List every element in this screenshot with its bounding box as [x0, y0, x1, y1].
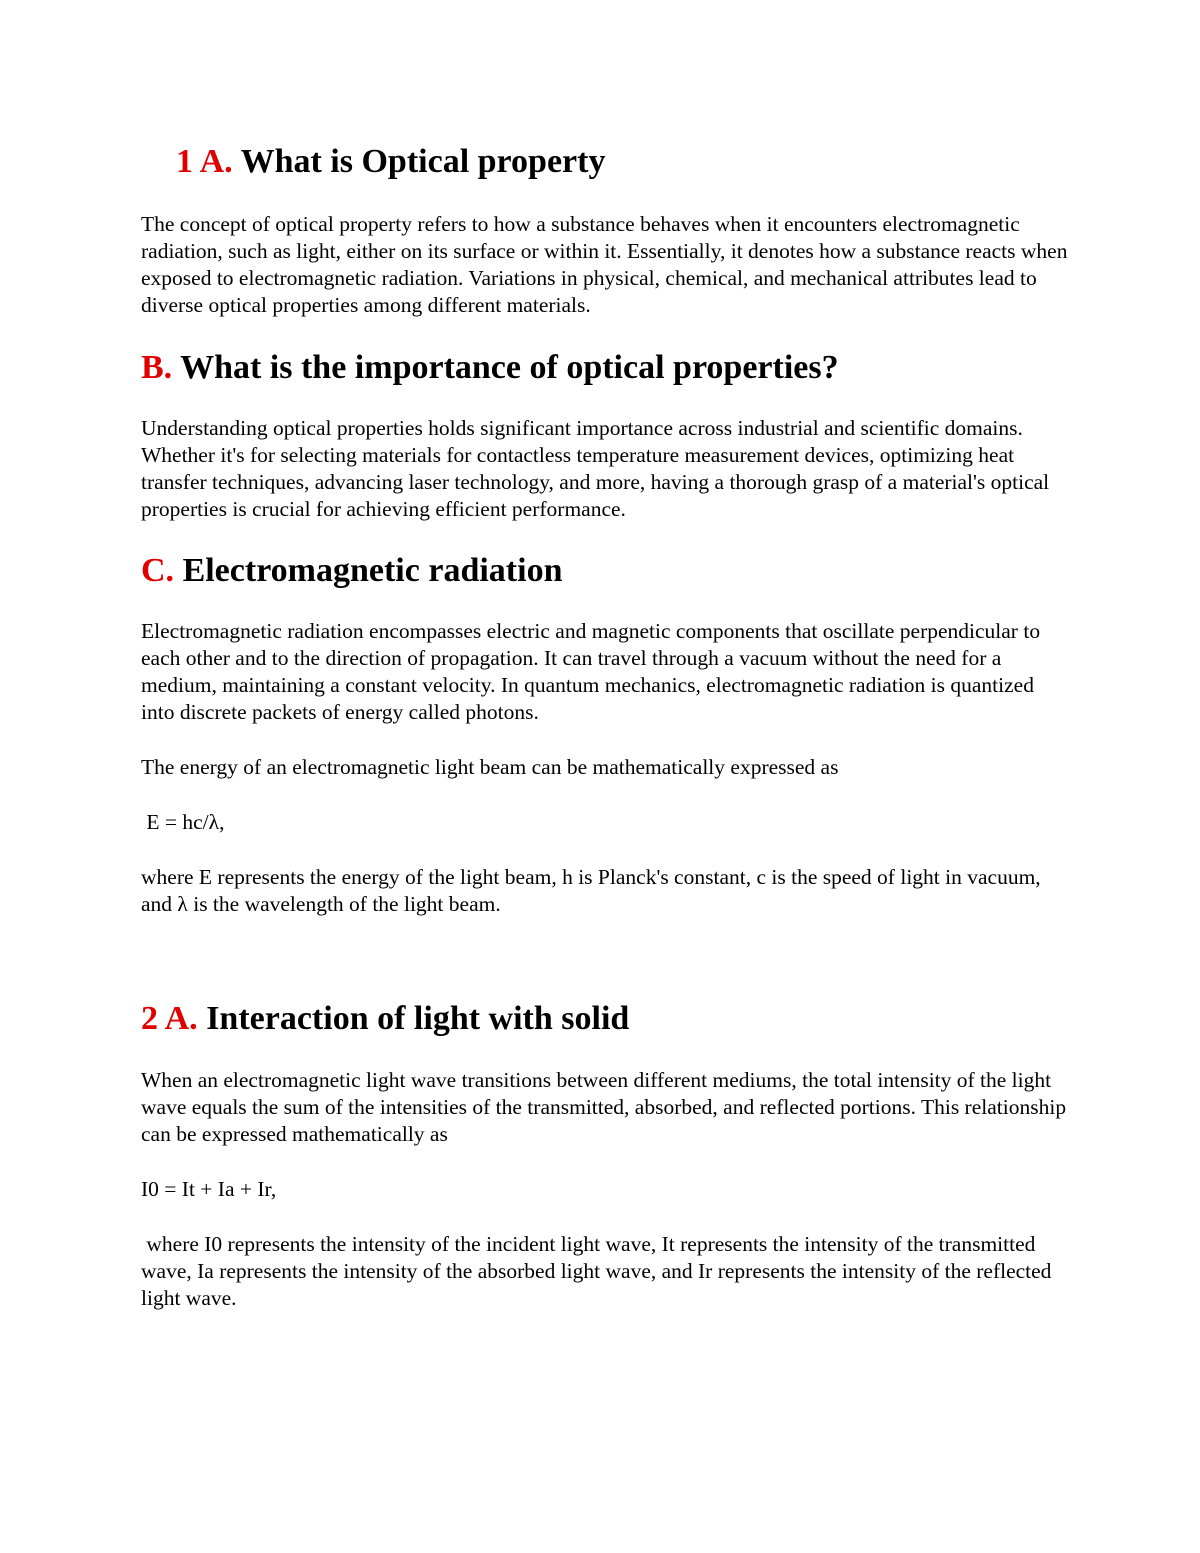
- heading-2a-number: 2 A.: [141, 1000, 198, 1037]
- equation-intensity: I0 = It + Ia + Ir,: [141, 1177, 277, 1201]
- heading-1a-number: 1 A.: [176, 143, 233, 180]
- heading-1a: [176, 142, 1106, 182]
- equation-energy: E = hc/λ,: [141, 810, 225, 834]
- paragraph-importance: Understanding optical properties holds significant importance across industrial and scientific domains. Whether it's for selecting materials for contactless temperature measurement devices, optimizing heat transfer techniques, advancing laser technology, and more, having a thorough grasp of a material's optical properties is crucial for achieving efficient performance.: [141, 416, 1050, 521]
- heading-b-letter: B.: [141, 349, 173, 386]
- paragraph-optical-property: The concept of optical property refers to how a substance behaves when it encounters electromagnetic radiation, such as light, either on its surface or within it. Essentially, it denotes how a substance reacts when exposed to electromagnetic radiation. Variations in physical, chemical, and mechanical attributes lead to diverse optical properties among different materials.: [141, 212, 1068, 317]
- heading-b-title: What is the importance of optical properties?: [180, 349, 839, 386]
- heading-2a: [141, 999, 1071, 1039]
- paragraph-interaction: When an electromagnetic light wave transitions between different mediums, the total intensity of the light wave equals the sum of the intensities of the transmitted, absorbed, and reflected portions. This relationship can be expressed mathematically as: [141, 1068, 1067, 1146]
- paragraph-em-radiation: Electromagnetic radiation encompasses electric and magnetic components that oscillate perpendicular to each other and to the direction of propagation. It can travel through a vacuum without the need for a medium, maintaining a constant velocity. In quantum mechanics, electromagnetic radiation is quantized into discrete packets of energy called photons.: [141, 619, 1041, 724]
- paragraph-energy-intro: The energy of an electromagnetic light beam can be mathematically expressed as: [141, 755, 839, 779]
- heading-1a-title: What is Optical property: [240, 143, 606, 180]
- heading-c-title: Electromagnetic radiation: [182, 552, 563, 589]
- heading-b: [141, 348, 1071, 388]
- paragraph-energy-explanation: where E represents the energy of the light beam, h is Planck's constant, c is the speed of light in vacuum, and λ is the wavelength of the light beam.: [141, 865, 1041, 916]
- heading-c-letter: C.: [141, 552, 175, 589]
- heading-2a-title: Interaction of light with solid: [206, 1000, 630, 1037]
- heading-c: [141, 551, 1071, 591]
- paragraph-intensity-explanation: where I0 represents the intensity of the incident light wave, It represents the intensity of the transmitted wave, Ia represents the intensity of the absorbed light wave, and Ir represents the intensity of the reflected light wave.: [141, 1232, 1057, 1310]
